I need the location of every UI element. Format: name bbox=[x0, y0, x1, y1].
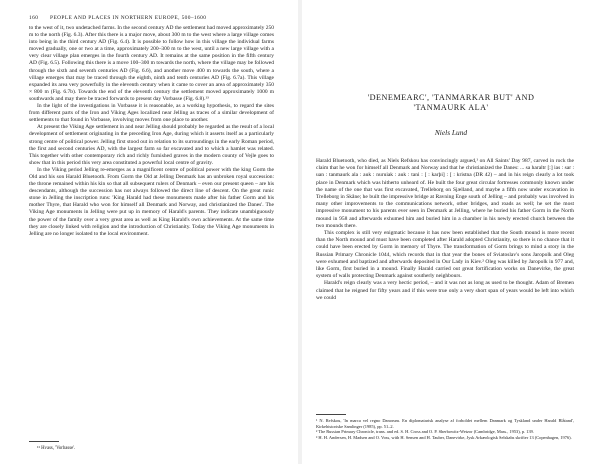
left-body bbox=[29, 25, 274, 238]
chapter-title bbox=[302, 93, 600, 113]
chapter-title-line-1: 'DENEMEARC', 'TANMARKAR BUT' AND bbox=[367, 93, 535, 102]
left-paragraph-2: In the light of the investigations in Vorbasse it is reasonable, as a working hypothesis, to regard the sites from different parts of the Iron and Viking Ages localized near Jelling as traces of a similar development of settlements to that found in Vorbasse, involving moves from one place to another. bbox=[29, 103, 274, 124]
left-footnote-rule bbox=[29, 441, 59, 442]
footnote-1: ¹ N. Refskou, 'In marca vel regno Danorum. En diplomatarisk analyse af forholdet mellem Danmark og Tyskland under Harald Blåtand', Kirkehistoriske Samlinger (1985), pp. 51–2. bbox=[316, 418, 574, 429]
left-paragraph-4: In the Viking period Jelling re-emerges as a magnificent centre of political power with the king Gorm the Old and his son Harald Bluetooth. From Gorm the Old at Jelling Denmark has an unbroken royal succession: the throne remained within his kin so that all subsequent rulers of Denmark – even our present queen – are his descendants, although the succession has not always followed the direct line of descent. On the great runic stone in Jelling the inscription runs: 'King Harald had these monuments made after his father Gorm and his mother Thyre, that Harald who won for himself all Denmark and Norway, and christianized the Danes'. The Viking Age monuments in Jelling were put up in memory of Harald's parents. They indicate unambiguously the power of the family over a very great area as well as King Harald's own achievements. At the same time they are closely linked with religion and the introduction of Christianity. Today the Viking Age monuments in Jelling are no longer isolated to the local environment. bbox=[29, 166, 274, 237]
footnote-3: ³ H. H. Andersen, H. Madsen and O. Voss, with H. Sensen and H. Tauber, Danevirke, Jysk Arkæologisk Selskabs skrifter 13 (Copenhagen, 1976). bbox=[316, 434, 572, 440]
left-paragraph-3: At present the Viking Age settlement in and near Jelling should probably be regarded as the result of a local development of settlement originating in the preceding Iron Age, during which it asserts itself as a particularly strong centre of political power. Jelling first stood out in relation to its surroundings in the early Roman period, the first and second centuries AD, with the largest farm so far excavated and to which a hamlet was related. This together with other contemporary rich and richly furnished graves in the modern county of Vejle goes to show that in this period this very area constituted a powerful local centre of gravity. bbox=[29, 124, 274, 166]
left-running-title: PEOPLE AND PLACES IN NORTHERN EUROPE, 500–1600 bbox=[50, 15, 207, 21]
footnote-2: ² The Russian Primary Chronicle, trans. and ed. S. H. Cross and O. P. Sherbowitz-Wetzor (Cambridge, Mass., 1953), p. 139. bbox=[316, 429, 534, 435]
right-paragraph-1: Harald Bluetooth, who died, as Niels Refskou has convincingly argued,¹ on All Saints' Day 987, carved in rock the claim that he won for himself all Denmark and Norway and that he christianized the Danes: ... sa haraltr [:] ias : sar : uan : tanmaurk ala : auk : nuruiak : auk : tani : [ : karþi] : [ : kristna (DR 42) – and in his reign clearly a lot took place in Denmark which was hitherto unheard of. He built the four great circular fortresses commonly known under the name of the one that was first excavated, Trelleborg on Sjælland, and maybe a fifth now under excavation in Trelleborg in Skåne; he built the impressive bridge at Ravning Enge south of Jelling – and probably was involved in many other improvements to the communications network, other bridges, and roads as well; he set the most impressive monument to his parents ever seen in Denmark at Jelling, where he buried his father Gorm in the North mound in 958 and afterwards exhumed him and buried him in a chamber in his newly erected church between the two mounds there. bbox=[316, 158, 574, 229]
right-body bbox=[316, 158, 574, 302]
right-page bbox=[302, 0, 600, 464]
left-footnote: ¹³ Hvass, 'Vorbasse'. bbox=[37, 446, 76, 451]
chapter-title-line-2: 'TANMAURK ALA' bbox=[413, 103, 489, 112]
left-page bbox=[0, 0, 298, 464]
left-page-number: 160 bbox=[29, 15, 39, 21]
right-paragraph-2: This complex is still very enigmatic because it has now been established that the South mound is more recent than the North mound and must have been completed after Harald adopted Christianity, so there is no chance that it could have been erected by Gorm in memory of Thyre. The transformation of Gorm brings to mind a story in the Russian Primary Chronicle 1044, which records that in that year the bones of Sviatoslav's sons Jaropolk and Oleg were exhumed and baptized and afterwards deposited in Our Lady in Kiev.² Oleg was killed by Jaropolk in 977 and, like Gorm, first buried in a mound. Finally Harald carried out great fortification works on Danevirke, the great system of walls protecting Denmark against southerly neighbours. bbox=[316, 230, 574, 280]
chapter-author: Niels Lund bbox=[434, 128, 468, 137]
right-paragraph-3: Harald's reign clearly was a very hectic period, – and it was not as long as used to be thought. Adam of Bremen claimed that he reigned for fifty years and if this were true only a very short span of years would be left into which we could bbox=[316, 280, 574, 301]
left-paragraph-1: to the west of it, two undetached farms. In the second century AD the settlement had moved approximately 250 m to the north (Fig. 6.3). After this there is a major move, about 300 m to the west where a large village comes into being in the third century AD (Fig. 6.4). It is possible to follow how in this village the individual farms moved gradually, one or two at a time, approximately 200–300 m to the west, until a new large village with a very clear village plan emerges in the fourth century AD. It remains at the same position in the fifth century AD (Fig. 6.5). Following this there is a move 100–300 m towards the north, where the village may be followed through the sixth and seventh centuries AD (Fig. 6.6), and another move 400 m towards the south, where a village emerges that may be traced through the eighth, ninth and tenth centuries AD (Fig. 6.7a). This village expanded its area very powerfully in the eleventh century when it came to cover an area of approximately 350 × 800 m (Fig. 6.7b). Towards the end of the eleventh century the settlement moved approximately 1000 m southwards and may there be traced forwards to present day Vorbasse (Fig. 6.8).¹³ bbox=[29, 25, 274, 102]
right-footnote-rule bbox=[316, 414, 346, 415]
left-running-head bbox=[29, 15, 269, 21]
right-footnotes bbox=[316, 418, 574, 440]
